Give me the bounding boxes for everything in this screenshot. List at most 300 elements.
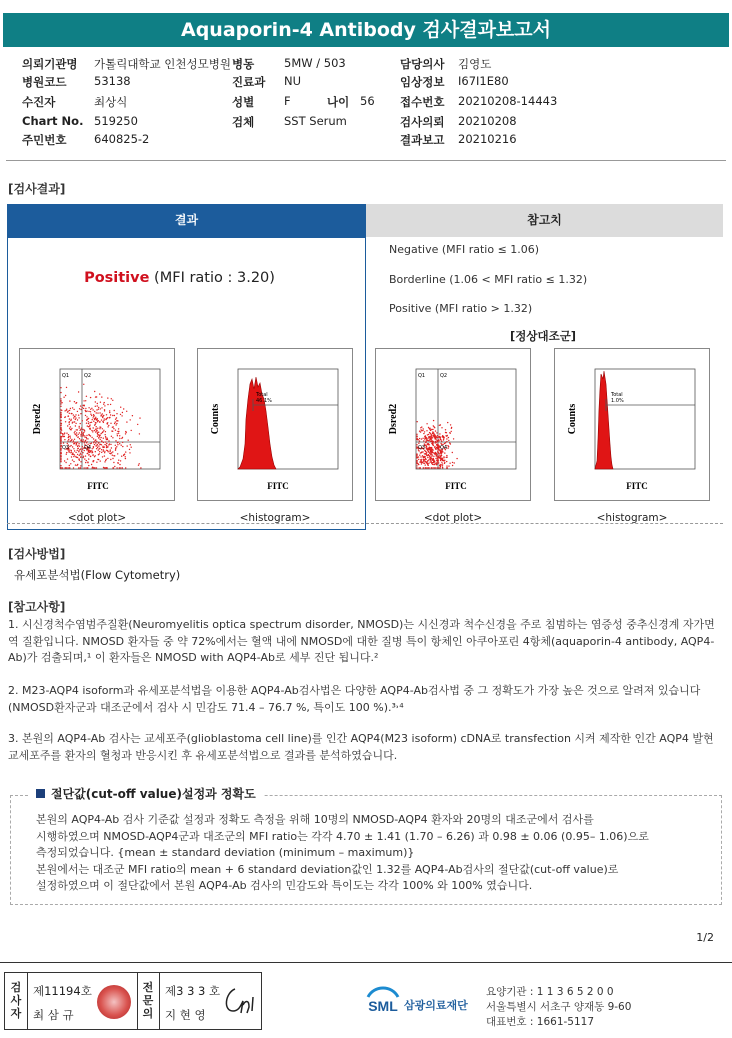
scatter-dot	[132, 415, 133, 416]
scatter-dot	[445, 435, 446, 436]
scatter-dot	[63, 436, 64, 437]
hist-total-value: 1.0%	[611, 398, 624, 404]
quadrant-label: Q4	[84, 445, 92, 451]
scatter-dot	[82, 452, 83, 453]
scatter-dot	[416, 467, 417, 468]
reference-positive: Positive (MFI ratio > 1.32)	[389, 302, 533, 315]
scatter-dot	[429, 447, 430, 448]
scatter-dot	[84, 437, 85, 438]
info-label: 병원코드	[22, 75, 67, 89]
dot-ylabel: Dsred2	[388, 403, 399, 435]
scatter-dot	[421, 460, 422, 461]
scatter-dot	[79, 427, 80, 428]
histogram-svg	[555, 349, 711, 502]
scatter-dot	[426, 446, 427, 447]
scatter-dot	[77, 454, 78, 455]
scatter-dot	[139, 417, 140, 418]
scatter-dot	[60, 400, 61, 401]
scatter-dot	[83, 384, 84, 385]
scatter-dot	[124, 454, 125, 455]
scatter-dot	[103, 415, 104, 416]
scatter-dot	[108, 425, 109, 426]
scatter-dot	[98, 450, 99, 451]
scatter-dot	[106, 443, 107, 444]
scatter-dot	[78, 443, 79, 444]
scatter-dot	[102, 421, 103, 422]
histogram-caption: <histogram>	[239, 512, 311, 524]
scatter-dot	[78, 434, 79, 435]
scatter-dot	[97, 444, 98, 445]
scatter-dot	[107, 404, 108, 405]
info-label: 수진자	[22, 95, 56, 109]
scatter-dot	[97, 412, 98, 413]
scatter-dot	[448, 437, 449, 438]
info-value: F	[284, 94, 291, 108]
scatter-dot	[60, 429, 61, 430]
scatter-dot	[66, 433, 67, 434]
scatter-dot	[424, 463, 425, 464]
scatter-dot	[73, 417, 74, 418]
scatter-dot	[99, 428, 100, 429]
result-value	[0, 270, 359, 286]
scatter-dot	[106, 445, 107, 446]
scatter-dot	[92, 448, 93, 449]
scatter-dot	[80, 405, 81, 406]
scatter-dot	[423, 440, 424, 441]
scatter-dot	[83, 400, 84, 401]
scatter-dot	[111, 447, 112, 448]
scatter-dot	[140, 467, 141, 468]
scatter-dot	[62, 467, 63, 468]
scatter-dot	[430, 441, 431, 442]
scatter-dot	[78, 448, 79, 449]
scatter-dot	[115, 450, 116, 451]
scatter-dot	[98, 454, 99, 455]
scatter-dot	[62, 433, 63, 434]
scatter-dot	[420, 456, 421, 457]
scatter-dot	[71, 419, 72, 420]
scatter-dot	[60, 403, 61, 404]
scatter-dot	[126, 421, 127, 422]
scatter-dot	[66, 387, 67, 388]
scatter-dot	[73, 409, 74, 410]
patient-dots	[60, 384, 141, 469]
scatter-dot	[104, 405, 105, 406]
cutoff-line: 시행하였으며 NMOSD-AQP4군과 대조군의 MFI ratio는 각각 4.70 ± 1.41 (1.70 – 6.26) 과 0.98 ± 0.06 (0.95– 1.06)으로	[36, 829, 649, 843]
scatter-dot	[94, 441, 95, 442]
scatter-dot	[94, 444, 95, 445]
scatter-dot	[104, 444, 105, 445]
scatter-dot	[84, 435, 85, 436]
scatter-dot	[121, 456, 122, 457]
scatter-dot	[98, 434, 99, 435]
scatter-dot	[68, 434, 69, 435]
scatter-dot	[114, 415, 115, 416]
scatter-dot	[424, 459, 425, 460]
scatter-dot	[85, 467, 86, 468]
scatter-dot	[75, 425, 76, 426]
scatter-dot	[428, 467, 429, 468]
scatter-dot	[444, 463, 445, 464]
scatter-dot	[81, 431, 82, 432]
scatter-dot	[106, 418, 107, 419]
scatter-dot	[95, 401, 96, 402]
scatter-dot	[433, 456, 434, 457]
scatter-dot	[96, 448, 97, 449]
quadrant-label: Q1	[62, 373, 70, 379]
scatter-dot	[102, 432, 103, 433]
scatter-dot	[110, 444, 111, 445]
result-section-title: [검사결과]	[8, 182, 66, 196]
scatter-dot	[85, 415, 86, 416]
scatter-dot	[94, 467, 95, 468]
age-label: 나이	[327, 95, 350, 109]
scatter-dot	[437, 457, 438, 458]
scatter-dot	[108, 440, 109, 441]
scatter-dot	[424, 437, 425, 438]
sml-logo-icon	[366, 983, 400, 1015]
scatter-dot	[83, 433, 84, 434]
scatter-dot	[432, 442, 433, 443]
scatter-dot	[66, 452, 67, 453]
scatter-dot	[433, 458, 434, 459]
scatter-dot	[86, 416, 87, 417]
scatter-dot	[83, 405, 84, 406]
scatter-dot	[60, 467, 61, 468]
scatter-dot	[436, 462, 437, 463]
scatter-dot	[111, 398, 112, 399]
scatter-dot	[111, 436, 112, 437]
scatter-dot	[416, 460, 417, 461]
info-label: 의뢰기관명	[22, 57, 78, 71]
scatter-dot	[60, 431, 61, 432]
scatter-dot	[60, 414, 61, 415]
scatter-dot	[447, 422, 448, 423]
scatter-dot	[423, 433, 424, 434]
scatter-dot	[101, 419, 102, 420]
scatter-dot	[94, 425, 95, 426]
scatter-dot	[90, 456, 91, 457]
scatter-dot	[443, 457, 444, 458]
scatter-dot	[63, 442, 64, 443]
scatter-dot	[427, 455, 428, 456]
scatter-dot	[441, 455, 442, 456]
scatter-dot	[426, 423, 427, 424]
scatter-dot	[86, 396, 87, 397]
scatter-dot	[99, 412, 100, 413]
scatter-dot	[437, 461, 438, 462]
scatter-dot	[435, 467, 436, 468]
scatter-dot	[453, 438, 454, 439]
scatter-dot	[449, 463, 450, 464]
scatter-dot	[418, 443, 419, 444]
scatter-dot	[423, 428, 424, 429]
scatter-dot	[78, 436, 79, 437]
signature-icon	[221, 983, 259, 1019]
scatter-dot	[116, 417, 117, 418]
scatter-dot	[439, 457, 440, 458]
scatter-dot	[96, 441, 97, 442]
scatter-dot	[80, 409, 81, 410]
divider	[6, 160, 726, 161]
scatter-dot	[106, 459, 107, 460]
scatter-dot	[452, 465, 453, 466]
scatter-dot	[67, 443, 68, 444]
scatter-dot	[112, 455, 113, 456]
scatter-dot	[97, 421, 98, 422]
scatter-dot	[114, 423, 115, 424]
scatter-dot	[443, 460, 444, 461]
scatter-dot	[428, 463, 429, 464]
info-value: 53138	[94, 74, 131, 88]
scatter-dot	[60, 465, 61, 466]
scatter-dot	[71, 428, 72, 429]
patient-dot-plot	[19, 348, 175, 501]
dot-plot-caption: <dot plot>	[67, 512, 127, 524]
scatter-dot	[436, 442, 437, 443]
dot-plot-svg	[20, 349, 176, 502]
note-item-2: 2. M23-AQP4 isoform과 유세포분석법을 이용한 AQP4-Ab검사법은 다양한 AQP4-Ab검사법 중 그 정확도가 가장 높은 것으로 알려져 있습니다(NMOSD환자군과 대조군에서 검사 시 민감도 71.4 – 76.7 %, 특이도 100 %).³˒⁴	[8, 684, 701, 714]
scatter-dot	[74, 432, 75, 433]
scatter-dot	[446, 455, 447, 456]
scatter-dot	[446, 461, 447, 462]
scatter-dot	[70, 445, 71, 446]
scatter-dot	[91, 451, 92, 452]
info-label: 검사의뢰	[400, 115, 445, 129]
scatter-dot	[67, 440, 68, 441]
scatter-dot	[418, 464, 419, 465]
scatter-dot	[426, 462, 427, 463]
scatter-dot	[420, 462, 421, 463]
scatter-dot	[446, 441, 447, 442]
scatter-dot	[112, 451, 113, 452]
scatter-dot	[110, 449, 111, 450]
dot-plot-caption: <dot plot>	[423, 512, 483, 524]
scatter-dot	[73, 461, 74, 462]
scatter-dot	[97, 432, 98, 433]
scatter-dot	[70, 463, 71, 464]
specialist-license: 제3 3 3 호	[165, 984, 221, 998]
scatter-dot	[425, 464, 426, 465]
scatter-dot	[120, 414, 121, 415]
quadrant-label: Q3	[62, 445, 70, 451]
scatter-dot	[120, 460, 121, 461]
scatter-dot	[88, 423, 89, 424]
scatter-dot	[94, 419, 95, 420]
scatter-dot	[96, 396, 97, 397]
scatter-dot	[81, 454, 82, 455]
scatter-dot	[75, 464, 76, 465]
scatter-dot	[108, 444, 109, 445]
scatter-dot	[104, 467, 105, 468]
scatter-dot	[87, 438, 88, 439]
scatter-dot	[91, 430, 92, 431]
scatter-dot	[86, 420, 87, 421]
scatter-dot	[116, 420, 117, 421]
vertical-label	[5, 981, 27, 1020]
scatter-dot	[95, 406, 96, 407]
scatter-dot	[65, 462, 66, 463]
scatter-dot	[435, 449, 436, 450]
scatter-dot	[100, 439, 101, 440]
scatter-dot	[78, 415, 79, 416]
scatter-dot	[67, 411, 68, 412]
address: 서울특별시 서초구 양재동 9-60	[486, 1001, 632, 1013]
scatter-dot	[112, 415, 113, 416]
scatter-dot	[433, 420, 434, 421]
scatter-dot	[60, 409, 61, 410]
scatter-dot	[116, 446, 117, 447]
scatter-dot	[78, 458, 79, 459]
notes-title: [참고사항]	[8, 600, 66, 614]
sml-logo-text: SML	[368, 998, 398, 1014]
info-value: 5MW / 503	[284, 56, 346, 70]
scatter-dot	[70, 440, 71, 441]
positive-label: Positive	[84, 270, 150, 286]
scatter-dot	[84, 442, 85, 443]
scatter-dot	[439, 437, 440, 438]
scatter-dot	[112, 427, 113, 428]
scatter-dot	[101, 452, 102, 453]
scatter-dot	[448, 465, 449, 466]
scatter-dot	[125, 456, 126, 457]
info-label: 접수번호	[400, 95, 445, 109]
info-label: 임상정보	[400, 75, 445, 89]
scatter-dot	[427, 457, 428, 458]
scatter-dot	[76, 443, 77, 444]
scatter-dot	[109, 451, 110, 452]
quadrant-label: Q2	[440, 373, 448, 379]
scatter-dot	[445, 429, 446, 430]
scatter-dot	[87, 453, 88, 454]
hist-xlabel: FITC	[267, 481, 289, 491]
scatter-dot	[139, 463, 140, 464]
scatter-dot	[435, 458, 436, 459]
scatter-dot	[437, 440, 438, 441]
scatter-dot	[421, 426, 422, 427]
scatter-dot	[100, 415, 101, 416]
scatter-dot	[441, 441, 442, 442]
scatter-dot	[435, 430, 436, 431]
scatter-dot	[74, 443, 75, 444]
scatter-dot	[97, 433, 98, 434]
scatter-dot	[86, 442, 87, 443]
scatter-dot	[430, 457, 431, 458]
scatter-dot	[106, 467, 107, 468]
scatter-dot	[86, 460, 87, 461]
scatter-dot	[112, 437, 113, 438]
scatter-dot	[95, 451, 96, 452]
scatter-dot	[66, 409, 67, 410]
scatter-dot	[105, 431, 106, 432]
scatter-dot	[73, 448, 74, 449]
info-label: 진료과	[232, 75, 266, 89]
scatter-dot	[430, 430, 431, 431]
scatter-dot	[60, 406, 61, 407]
info-value: I67I1E80	[458, 74, 509, 88]
histogram-svg	[198, 349, 354, 502]
scatter-dot	[86, 423, 87, 424]
scatter-dot	[69, 424, 70, 425]
scatter-dot	[97, 447, 98, 448]
scatter-dot	[450, 443, 451, 444]
scatter-dot	[83, 467, 84, 468]
scatter-dot	[88, 458, 89, 459]
scatter-dot	[93, 421, 94, 422]
scatter-dot	[428, 434, 429, 435]
scatter-dot	[91, 437, 92, 438]
scatter-dot	[432, 452, 433, 453]
scatter-dot	[74, 450, 75, 451]
footer-divider	[0, 962, 732, 963]
scatter-dot	[70, 452, 71, 453]
scatter-dot	[440, 424, 441, 425]
scatter-dot	[70, 420, 71, 421]
scatter-dot	[67, 425, 68, 426]
scatter-dot	[421, 452, 422, 453]
scatter-dot	[60, 443, 61, 444]
info-label: 주민번호	[22, 133, 67, 147]
scatter-dot	[64, 439, 65, 440]
quadrant-label: Q4	[440, 445, 448, 451]
scatter-dot	[419, 455, 420, 456]
scatter-dot	[125, 467, 126, 468]
scatter-dot	[446, 465, 447, 466]
scatter-dot	[123, 408, 124, 409]
scatter-dot	[69, 446, 70, 447]
scatter-dot	[82, 446, 83, 447]
scatter-dot	[117, 442, 118, 443]
scatter-dot	[431, 435, 432, 436]
scatter-dot	[115, 440, 116, 441]
scatter-dot	[416, 453, 417, 454]
scatter-dot	[96, 467, 97, 468]
scatter-dot	[78, 467, 79, 468]
scatter-dot	[86, 437, 87, 438]
scatter-dot	[105, 437, 106, 438]
scatter-dot	[423, 460, 424, 461]
scatter-dot	[91, 408, 92, 409]
scatter-dot	[94, 456, 95, 457]
scatter-dot	[425, 467, 426, 468]
scatter-dot	[60, 425, 61, 426]
scatter-dot	[105, 441, 106, 442]
scatter-dot	[431, 456, 432, 457]
scatter-dot	[62, 434, 63, 435]
scatter-dot	[102, 417, 103, 418]
scatter-dot	[65, 416, 66, 417]
info-value: SST Serum	[284, 114, 347, 128]
scatter-dot	[430, 437, 431, 438]
scatter-dot	[73, 414, 74, 415]
result-header: 결과	[7, 204, 366, 237]
scatter-dot	[452, 462, 453, 463]
scatter-dot	[416, 434, 417, 435]
scatter-dot	[75, 419, 76, 420]
scatter-dot	[80, 453, 81, 454]
scatter-dot	[441, 459, 442, 460]
scatter-dot	[86, 438, 87, 439]
scatter-dot	[83, 457, 84, 458]
scatter-dot	[421, 463, 422, 464]
scatter-dot	[445, 442, 446, 443]
scatter-dot	[436, 456, 437, 457]
scatter-dot	[115, 448, 116, 449]
scatter-dot	[129, 452, 130, 453]
scatter-dot	[431, 429, 432, 430]
scatter-dot	[80, 413, 81, 414]
scatter-dot	[77, 445, 78, 446]
